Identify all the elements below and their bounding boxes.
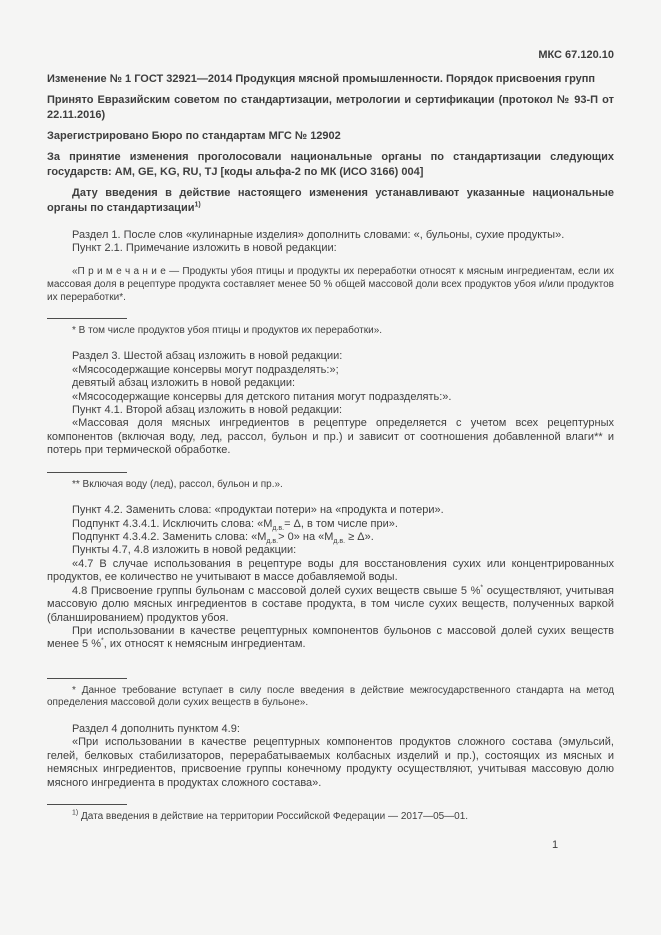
body-paragraph: Раздел 4 дополнить пунктом 4.9: <box>72 722 240 735</box>
heading-paragraph: Принято Евразийским советом по стандартизации, метрологии и сертификации (протокол № 93-П от 22.11.2016) <box>47 94 614 121</box>
body-paragraph: «Мясосодержащие консервы могут подразделять:»; <box>72 363 339 376</box>
footnote-text: * Данное требование вступает в силу после введения в действие межгосударственного стандарта на метод определения массовой доли сухих веществ в бульоне». <box>47 684 614 709</box>
body-paragraph: Подпункт 4.3.4.1. Исключить слова: «$М_{д.в.}= \Delta$, в том числе при». <box>72 517 398 532</box>
body-paragraph: При использовании в качестве рецептурных компонентов бульонов с массовой долей сухих веществ менее 5 %*, их относят к немясным ингредиентам. <box>47 624 614 651</box>
body-paragraph: девятый абзац изложить в новой редакции: <box>72 377 296 390</box>
body-paragraph: Пункты 4.7, 4.8 изложить в новой редакции: <box>72 544 297 557</box>
heading-paragraph: Изменение № 1 ГОСТ 32921—2014 Продукция мясной промышленности. Порядок присвоения групп <box>47 73 596 85</box>
heading-paragraph: Дату введения в действие настоящего изменения устанавливают указанные национальные органы по стандартизации$^{1)}$ <box>47 187 614 214</box>
heading-paragraph: Зарегистрировано Бюро по стандартам МГС № 12902 <box>47 130 341 142</box>
footnote-rule <box>47 678 127 679</box>
footnote-rule <box>47 804 127 805</box>
classification-code: МКС 67.120.10 <box>538 49 614 61</box>
footnote-text: ** Включая воду (лед), рассол, бульон и пр.». <box>72 478 283 490</box>
document-blocks <box>47 72 614 824</box>
body-paragraph: Раздел 1. После слов «кулинарные изделия» дополнить словами: «, бульоны, сухие продукты». <box>72 229 565 241</box>
body-paragraph: «Массовая доля мясных ингредиентов в рецептуре определяется с учетом всех рецептурных компонентов (включая воду, лед, рассол, бульон и пр.) и зависит от соотношения добавленной влаги** и потерь при термической обработке. <box>47 417 614 457</box>
body-paragraph: Пункт 4.2. Заменить слова: «продуктаи потери» на «продукта и потери». <box>72 504 444 517</box>
body-paragraph: «Мясосодержащие консервы для детского питания могут подразделять:». <box>72 390 452 403</box>
body-paragraph: «При использовании в качестве рецептурных компонентов продуктов сложного состава (эмульсий, гелей, белковых стабилизаторов, перерабатываемых колбасных изделий и пр.), состоящих из мясных и немясных ингредиентов, присвоение группы конечному продукту осуществляют, учитывая массовую долю мясного ингредиента в продуктах сложного состава». <box>47 736 614 789</box>
footnote-rule <box>47 472 127 473</box>
body-paragraph: «4.7 В случае использования в рецептуре воды для восстановления сухих или концентрированных продуктов, ее количество не учитывают в массе добавляемой воды. <box>47 557 614 584</box>
heading-paragraph: За принятие изменения проголосовали национальные органы по стандартизации следующих государств: AM, GE, KG, RU, TJ [коды альфа-2 по МК (ИСО 3166) 004] <box>47 151 614 178</box>
body-paragraph: 4.8 Присвоение группы бульонам с массовой долей сухих веществ свыше 5 %* осуществляют, учитывая массовую долю мясных ингредиентов в составе продукта, в том числе сухих веществ, полученных варкой (бланшированием) продуктов убоя. <box>47 584 614 624</box>
note-paragraph: «П р и м е ч а н и е — Продукты убоя птицы и продукты их переработки относят к мясным ингредиентам, если их массовая доля в рецептуре продукта составляет менее 50 % общей массовой доли всех продуктов убоя и/или продуктов их переработки*. <box>47 265 614 303</box>
body-paragraph: Подпункт 4.3.4.2. Заменить слова: «$М_{д.в.}> 0$» на «$М_{д.в.} \ge \Delta$». <box>72 531 374 546</box>
body-paragraph: Пункт 4.1. Второй абзац изложить в новой редакции: <box>72 404 343 417</box>
body-paragraph: Пункт 2.1. Примечание изложить в новой редакции: <box>72 242 337 255</box>
page-number: 1 <box>552 839 559 851</box>
footnote-rule <box>47 318 127 319</box>
footnote-text: $^{1)}$ Дата введения в действие на территории Российской Федерации — 2017—05—01. <box>72 809 469 822</box>
body-paragraph: Раздел 3. Шестой абзац изложить в новой редакции: <box>72 350 343 363</box>
footnote-text: * В том числе продуктов убоя птицы и продуктов их переработки». <box>72 324 383 336</box>
